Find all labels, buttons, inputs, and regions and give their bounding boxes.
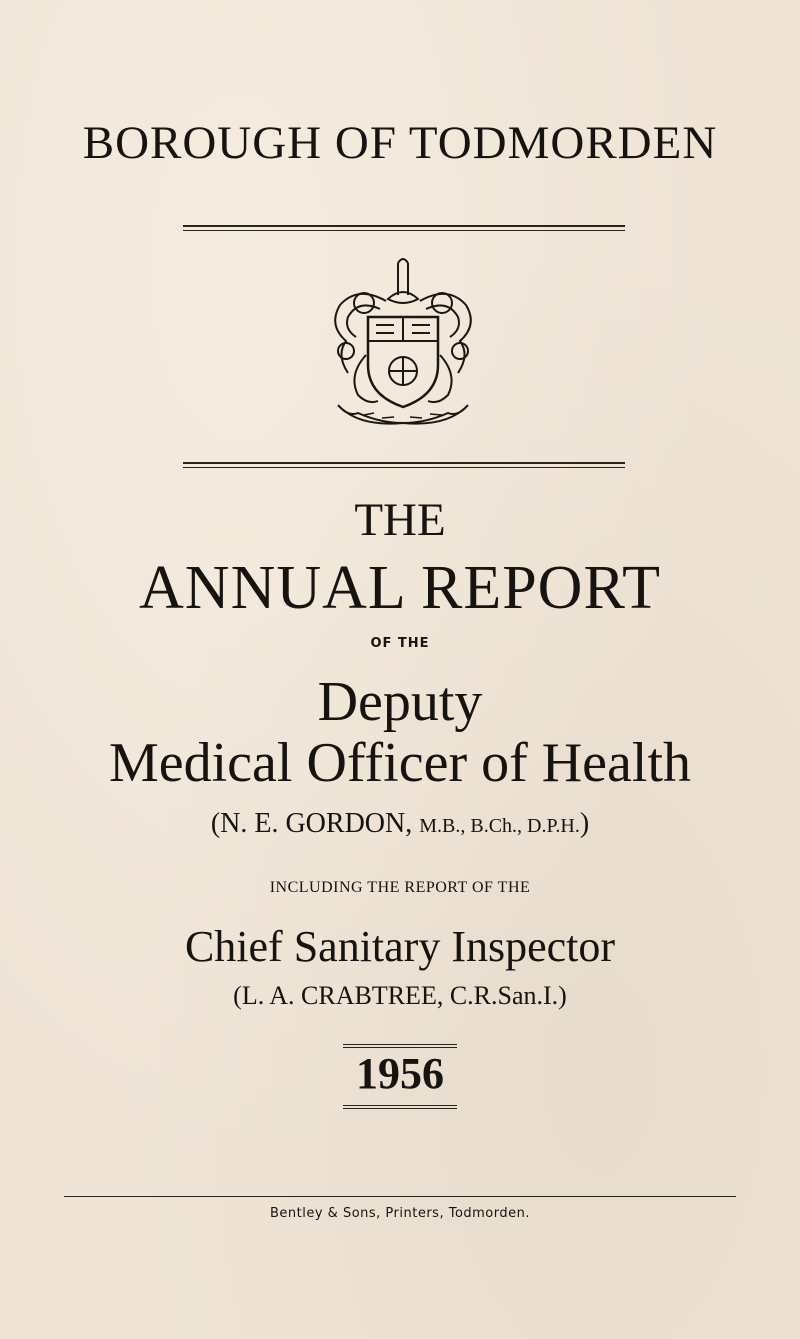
year-rule-bottom-2 xyxy=(343,1108,457,1109)
office-title-line1: Deputy xyxy=(317,671,483,733)
officer-name-line: (N. E. GORDON, M.B., B.Ch., D.P.H.) xyxy=(210,808,590,839)
year-rule-bottom xyxy=(343,1105,457,1106)
year-rule-top xyxy=(343,1044,457,1045)
inspector-title: Chief Sanitary Inspector xyxy=(184,922,616,971)
footer-divider xyxy=(64,1196,736,1197)
including-label: INCLUDING THE REPORT OF THE xyxy=(269,879,531,896)
printer-credit: Bentley & Sons, Printers, Todmorden. xyxy=(269,1206,531,1221)
of-the-label: OF THE xyxy=(370,636,430,651)
year-rule-top-2 xyxy=(343,1047,457,1048)
borough-title: BOROUGH OF TODMORDEN xyxy=(82,117,718,169)
report-year: 1956 xyxy=(356,1049,444,1098)
report-title: ANNUAL REPORT xyxy=(139,554,661,622)
inspector-qualifications: C.R.San.I. xyxy=(449,981,559,1010)
officer-name: N. E. GORDON, xyxy=(220,808,413,839)
top-divider xyxy=(183,225,625,231)
inspector-name: L. A. CRABTREE, xyxy=(241,981,444,1010)
inspector-name-line: (L. A. CRABTREE, C.R.San.I.) xyxy=(233,981,567,1010)
the-label: THE xyxy=(354,494,446,546)
borough-coat-of-arms-icon xyxy=(318,255,488,435)
office-title-line2: Medical Officer of Health xyxy=(108,732,692,794)
officer-qualifications: M.B., B.Ch., D.P.H. xyxy=(419,815,580,837)
middle-divider xyxy=(183,462,625,468)
